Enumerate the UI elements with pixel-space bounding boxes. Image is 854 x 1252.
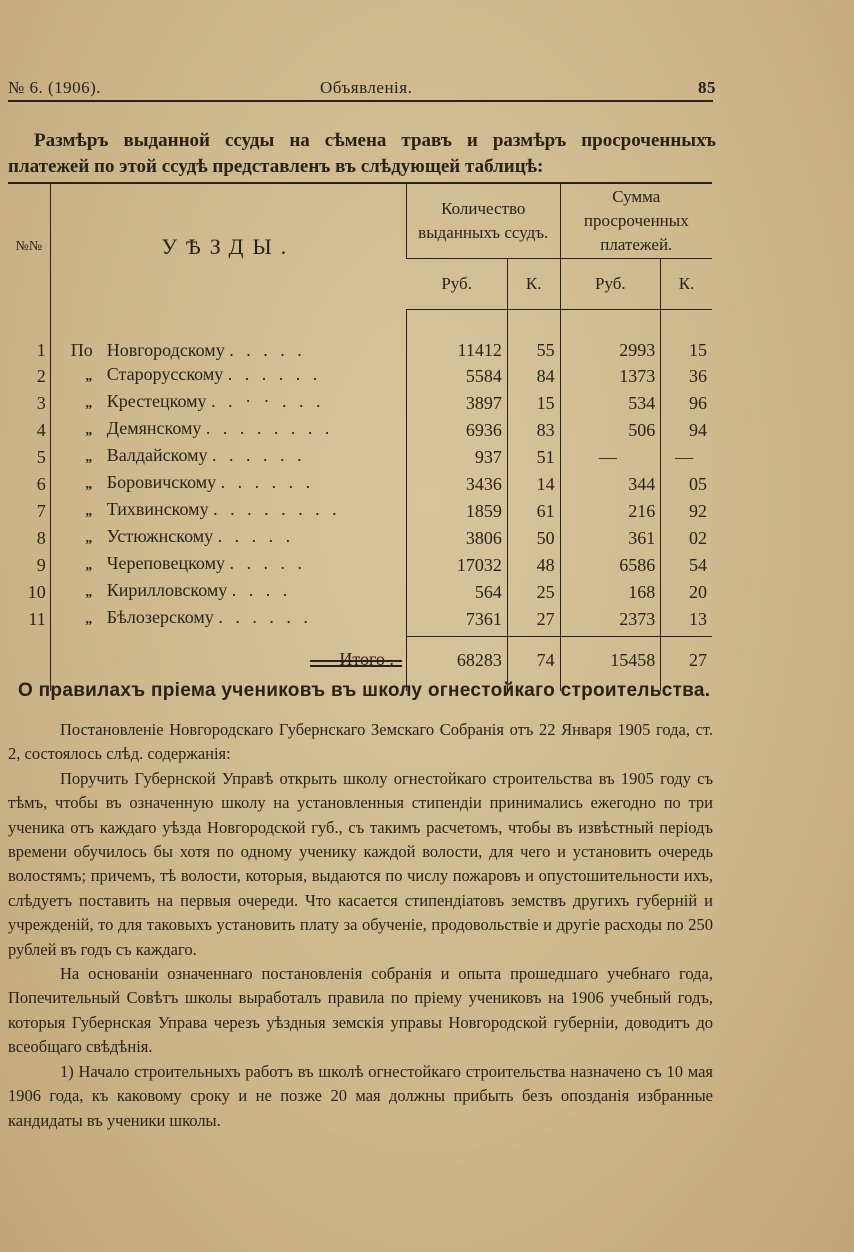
- uezd-name: Демянскому: [106, 418, 202, 438]
- leader-dots: . . . . . . . .: [213, 499, 341, 519]
- loan-k: 48: [507, 551, 560, 578]
- table-row: [8, 470, 712, 497]
- uezd-name-cell: [50, 362, 406, 389]
- leader-dots: . . . . . .: [220, 472, 315, 492]
- overdue-k: 02: [661, 524, 712, 551]
- leader-dots: . . . . . .: [218, 607, 312, 627]
- uezd-name: Череповецкому: [106, 553, 225, 573]
- loan-rub: 3436: [406, 470, 507, 497]
- uezd-name: Устюжнскому: [106, 526, 214, 546]
- paragraph: Поручить Губернской Управѣ открыть школу огнестойкаго строительства въ 1905 году съ тѣмъ, чтобы въ означенную школу на установленныя стипендіи принимались ежегодно по три ученика отъ каждаго уѣзда Новгородской губ., съ такимъ расчетомъ, чтобы въ извѣстный періодъ времени обучилось бы хотя по одному ученику каждой волости, для чего и установить очередь волостямъ; причемъ, тѣ волости, которыя, выдаются по числу пожаровъ и опустошительности ихъ, слѣдуетъ поставить на первыя очереди. Что касается стипендіатовъ земствъ другихъ губерній и учрежденій, то для таковыхъ установить плату за обученіе, продовольствіе и другіе расходы по 250 рублей въ годъ съ каждаго.: [8, 768, 713, 959]
- loan-rub: 6936: [406, 416, 507, 443]
- uezd-name: Крестецкому: [106, 391, 207, 411]
- col-num-header: №№: [8, 183, 50, 310]
- sub-rub-header: Руб.: [406, 259, 507, 310]
- leader-dots: . . . . .: [229, 340, 306, 360]
- leader-dots: . . . .: [231, 580, 292, 600]
- table-row: [8, 578, 712, 605]
- row-prefix: „: [85, 585, 93, 600]
- table-row: [8, 605, 712, 632]
- loan-k: 84: [507, 362, 560, 389]
- article-body: [8, 718, 713, 1133]
- loan-rub: 564: [406, 578, 507, 605]
- sub-rub-header: Руб.: [560, 259, 661, 310]
- row-prefix: „: [85, 423, 93, 438]
- loan-k: 25: [507, 578, 560, 605]
- uezd-name: Кирилловскому: [106, 580, 228, 600]
- loan-k: 61: [507, 497, 560, 524]
- overdue-k: 94: [661, 416, 712, 443]
- leader-dots: . . . . . .: [227, 364, 322, 384]
- page-number: 85: [698, 78, 716, 97]
- overdue-rub: 1373: [560, 362, 661, 389]
- leader-dots: . . . . .: [217, 526, 295, 546]
- total-label: Итого .: [50, 637, 406, 684]
- leader-dots: . . . . . . . .: [205, 418, 334, 438]
- row-prefix: „: [85, 504, 93, 519]
- loan-rub: 7361: [406, 605, 507, 632]
- overdue-k: 92: [661, 497, 712, 524]
- overdue-k: 15: [661, 338, 712, 362]
- row-number: 4: [36, 419, 46, 440]
- overdue-k: 96: [661, 389, 712, 416]
- total-overdue-rub: 15458: [560, 637, 661, 684]
- section-divider: [310, 660, 402, 667]
- row-number: 2: [36, 365, 46, 386]
- loan-k: 55: [507, 338, 560, 362]
- row-prefix: „: [85, 450, 93, 465]
- total-overdue-k: 27: [661, 637, 712, 684]
- row-prefix: „: [85, 396, 93, 411]
- uezd-name: Валдайскому: [106, 445, 208, 465]
- table-row: [8, 416, 712, 443]
- uezd-name-cell: [50, 338, 406, 362]
- table-row: [8, 524, 712, 551]
- running-header: [8, 76, 714, 102]
- loan-k: 50: [507, 524, 560, 551]
- uezd-name-cell: [50, 605, 406, 632]
- col-overdue-header: Сумма просроченных платежей.: [560, 183, 712, 259]
- table-row: [8, 551, 712, 578]
- uezd-name-cell: [50, 551, 406, 578]
- paragraph: На основаніи означеннаго постановленія собранія и опыта прошедшаго учебнаго года, Попечительный Совѣтъ школы выработалъ правила по пріему учениковъ на 1906 учебный годъ, которыя Губернская Управа черезъ уѣздныя земскія управы Новгородской губерніи, доводитъ до всеобщаго свѣдѣнія.: [8, 964, 713, 1057]
- intro-paragraph: Размѣръ выданной ссуды на сѣмена травъ и размѣръ просроченныхъ платежей по этой ссудѣ представленъ въ слѣдующей таблицѣ:: [8, 130, 716, 177]
- loan-rub: 17032: [406, 551, 507, 578]
- overdue-rub: 2373: [560, 605, 661, 632]
- uezd-name-cell: [50, 497, 406, 524]
- paragraph: 1) Начало строительныхъ работъ въ школѣ огнестойкаго строительства назначено съ 10 мая 1906 года, къ каковому сроку и не позже 20 мая должны прибыть безъ опозданія избранные кандидаты въ ученики школы.: [8, 1061, 713, 1130]
- loan-k: 14: [507, 470, 560, 497]
- loan-k: 27: [507, 605, 560, 632]
- overdue-rub: 361: [560, 524, 661, 551]
- overdue-k: —: [661, 443, 712, 470]
- col-uezd-header: УѢЗДЫ.: [50, 183, 406, 310]
- sub-k-header: К.: [507, 259, 560, 310]
- table-row: [8, 362, 712, 389]
- overdue-rub: 216: [560, 497, 661, 524]
- uezd-name-cell: [50, 389, 406, 416]
- uezd-name-cell: [50, 470, 406, 497]
- paragraph: Постановленіе Новгородскаго Губернскаго Земскаго Собранія отъ 22 Января 1905 года, ст. 2, состоялось слѣд. содержанія:: [8, 720, 713, 764]
- overdue-k: 36: [661, 362, 712, 389]
- row-prefix: „: [85, 558, 93, 573]
- loan-table: [8, 182, 712, 691]
- overdue-rub: 344: [560, 470, 661, 497]
- loan-rub: 5584: [406, 362, 507, 389]
- leader-dots: . . . . .: [229, 553, 306, 573]
- section-heading: О правилахъ пріема учениковъ въ школу огнестойкаго строительства.: [18, 680, 711, 701]
- overdue-k: 13: [661, 605, 712, 632]
- loan-k: 15: [507, 389, 560, 416]
- uezd-name-cell: [50, 443, 406, 470]
- row-prefix: „: [85, 612, 93, 627]
- overdue-k: 05: [661, 470, 712, 497]
- overdue-rub: 6586: [560, 551, 661, 578]
- uezd-name-cell: [50, 524, 406, 551]
- leader-dots: . . . . . .: [212, 445, 306, 465]
- section-title: Объявленія.: [320, 78, 413, 97]
- loan-rub: 11412: [406, 338, 507, 362]
- uezd-name: Бѣлозерскому: [106, 607, 214, 627]
- leader-dots: . . · · . . .: [211, 391, 325, 411]
- row-prefix: „: [85, 477, 93, 492]
- row-number: 3: [36, 392, 46, 413]
- row-number: 7: [36, 500, 46, 521]
- row-number: 1: [36, 340, 46, 360]
- uezd-name-cell: [50, 578, 406, 605]
- overdue-k: 20: [661, 578, 712, 605]
- row-number: 10: [27, 581, 46, 602]
- loan-rub: 3897: [406, 389, 507, 416]
- sub-k-header: К.: [661, 259, 712, 310]
- header-rule: [8, 100, 713, 102]
- uezd-name-cell: [50, 416, 406, 443]
- loan-k: 83: [507, 416, 560, 443]
- uezd-name: Новгородскому: [106, 340, 225, 360]
- overdue-rub: —: [560, 443, 661, 470]
- loan-k: 51: [507, 443, 560, 470]
- row-number: 6: [36, 473, 46, 494]
- total-loan-rub: 68283: [406, 637, 507, 684]
- loan-rub: 3806: [406, 524, 507, 551]
- row-number: 5: [36, 446, 46, 467]
- table-row: [8, 389, 712, 416]
- table-row: [8, 338, 712, 362]
- total-loan-k: 74: [507, 637, 560, 684]
- uezd-name: Тихвинскому: [106, 499, 209, 519]
- table-row: [8, 497, 712, 524]
- row-number: 8: [36, 527, 46, 548]
- overdue-rub: 534: [560, 389, 661, 416]
- row-prefix: По: [70, 340, 93, 360]
- table-row: [8, 443, 712, 470]
- overdue-k: 54: [661, 551, 712, 578]
- overdue-rub: 506: [560, 416, 661, 443]
- loan-rub: 1859: [406, 497, 507, 524]
- loan-rub: 937: [406, 443, 507, 470]
- row-number: 9: [36, 554, 46, 575]
- row-number: 11: [28, 608, 46, 629]
- col-loans-header: Количество выданныхъ ссудъ.: [406, 183, 560, 259]
- row-prefix: „: [85, 531, 93, 546]
- uezd-name: Старорусскому: [106, 364, 224, 384]
- issue-number: № 6. (1906).: [8, 78, 102, 97]
- overdue-rub: 2993: [560, 338, 661, 362]
- row-prefix: „: [85, 369, 93, 384]
- overdue-rub: 168: [560, 578, 661, 605]
- uezd-name: Боровичскому: [106, 472, 217, 492]
